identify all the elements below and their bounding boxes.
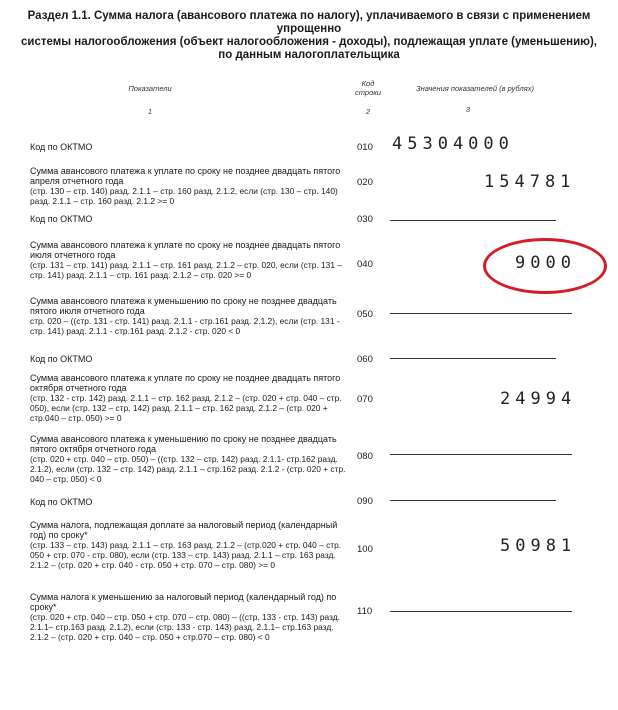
row-100-label: Сумма налога, подлежащая доплате за налоговый период (календарный год) по сроку* (стр. 133 – стр. 143) разд. 2.1.1 – стр. 163 разд. 2.1.2 – (стр.020 + стр. 040 – стр. 050 + стр. 070 - стр. 080), если (стр. 133 – стр. 143) разд. 2.1.1 – стр. 163 разд. 2.1.2 – (стр. 020 + стр. 040 - стр. 050 + стр. 070 – стр. 080) >= 0 <box>30 520 342 570</box>
row-050-code: 050 <box>357 309 373 320</box>
row-040-label: Сумма авансового платежа к уплате по сроку не позднее двадцать пятого июля отчетного года (стр. 131 – стр. 141) разд. 2.1.1 – стр. 161 разд. 2.1.2 – стр. 020, если (стр. 131 – стр. 141) разд. 2.1.1 – стр. 161 разд. 2.1.2 – стр. 020 >= 0 <box>30 240 342 280</box>
row-030-value-line[interactable] <box>390 220 556 221</box>
header-num-2: 2 <box>365 107 371 116</box>
header-values: Значения показателей (в рублях) <box>416 84 534 93</box>
row-090-value-line[interactable] <box>390 500 556 501</box>
row-070-value[interactable]: 24994 <box>500 389 577 409</box>
row-100-value[interactable]: 50981 <box>500 536 577 556</box>
title-line-3: по данным налогоплательщика <box>218 49 400 61</box>
row-050-value-line[interactable] <box>390 313 572 314</box>
row-010-label: Код по ОКТМО <box>30 142 93 152</box>
row-060-value-line[interactable] <box>390 358 556 359</box>
row-040-code: 040 <box>357 259 373 270</box>
header-indicators: Показатели <box>128 84 172 93</box>
row-010-value[interactable]: 45304000 <box>392 134 514 154</box>
row-080-value-line[interactable] <box>390 454 572 455</box>
row-090-code: 090 <box>357 496 373 507</box>
row-070-label: Сумма авансового платежа к уплате по сроку не позднее двадцать пятого октября отчетного года (стр. 132 - стр. 142) разд. 2.1.1 – стр. 162 разд. 2.1.2 – (стр. 020 + стр. 040 – стр. 050), если (стр. 132 – стр. 142) разд. 2.1.1 – стр. 162 разд. 2.1.2 – (стр. 020 + стр.040 – стр. 050) >= 0 <box>30 373 342 423</box>
header-num-1: 1 <box>147 107 153 116</box>
row-050-label: Сумма авансового платежа к уменьшению по сроку не позднее двадцать пятого июля отчетного года стр. 020 – ((стр. 131 - стр. 141) разд. 2.1.1 - стр.161 разд. 2.1.2), если (стр. 131 - стр. 141) разд. 2.1.1 - стр.161 разд. 2.1.2 - стр. 020 < 0 <box>30 296 340 336</box>
row-020-code: 020 <box>357 177 373 188</box>
row-070-code: 070 <box>357 394 373 405</box>
row-110-value-line[interactable] <box>390 611 572 612</box>
row-030-label: Код по ОКТМО <box>30 214 93 224</box>
row-040-value[interactable]: 9000 <box>515 253 576 273</box>
section-title <box>0 10 618 62</box>
row-060-label: Код по ОКТМО <box>30 354 93 364</box>
highlight-circle <box>483 238 607 294</box>
row-110-label: Сумма налога к уменьшению за налоговый период (календарный год) по сроку* (стр. 020 + стр. 040 – стр. 050 + стр. 070 – стр. 080) – ((стр. 133 - стр. 143) разд. 2.1.1– стр.163 разд. 2.1.2), если (стр. 133 - стр. 143) разд. 2.1.1– стр.163 разд. 2.1.2 – (стр. 020 + стр. 040 – стр. 050 + стр.070 – стр. 080) < 0 <box>30 592 340 642</box>
row-030-code: 030 <box>357 214 373 225</box>
header-row-code-line2: строки <box>355 88 381 97</box>
header-row-code-line1: Код <box>361 79 375 88</box>
title-line-1: Раздел 1.1. Сумма налога (авансового платежа по налогу), уплачиваемого в связи с применением упрощенно <box>27 10 591 35</box>
row-020-label: Сумма авансового платежа к уплате по сроку не позднее двадцать пятого апреля отчетного года (стр. 130 – стр. 140) разд. 2.1.1 – стр. 160 разд. 2.1.2, если (стр. 130 – стр. 140) разд. 2.1.1 – стр. 160 разд. 2.1.2 >= 0 <box>30 166 341 206</box>
row-090-label: Код по ОКТМО <box>30 497 93 507</box>
header-num-3: 3 <box>465 105 471 114</box>
row-010-code: 010 <box>357 142 373 153</box>
row-110-code: 110 <box>357 606 373 617</box>
row-080-label: Сумма авансового платежа к уменьшению по сроку не позднее двадцать пятого октября отчетного года (стр. 020 + стр. 040 – стр. 050) – ((стр. 132 – стр. 142) разд. 2.1.1- стр.162 разд. 2.1.2), если (стр. 132 – стр. 142) разд. 2.1.1 – стр.162 разд. 2.1.2 - (стр. 020 + стр. 040 – стр. 050) < 0 <box>30 434 346 484</box>
row-060-code: 060 <box>357 354 373 365</box>
row-020-value[interactable]: 154781 <box>484 172 576 192</box>
header-row-code <box>350 79 386 97</box>
row-100-code: 100 <box>357 544 373 555</box>
title-line-2: системы налогообложения (объект налогообложения - доходы), подлежащая уплате (уменьшению), <box>20 36 597 48</box>
row-080-code: 080 <box>357 451 373 462</box>
